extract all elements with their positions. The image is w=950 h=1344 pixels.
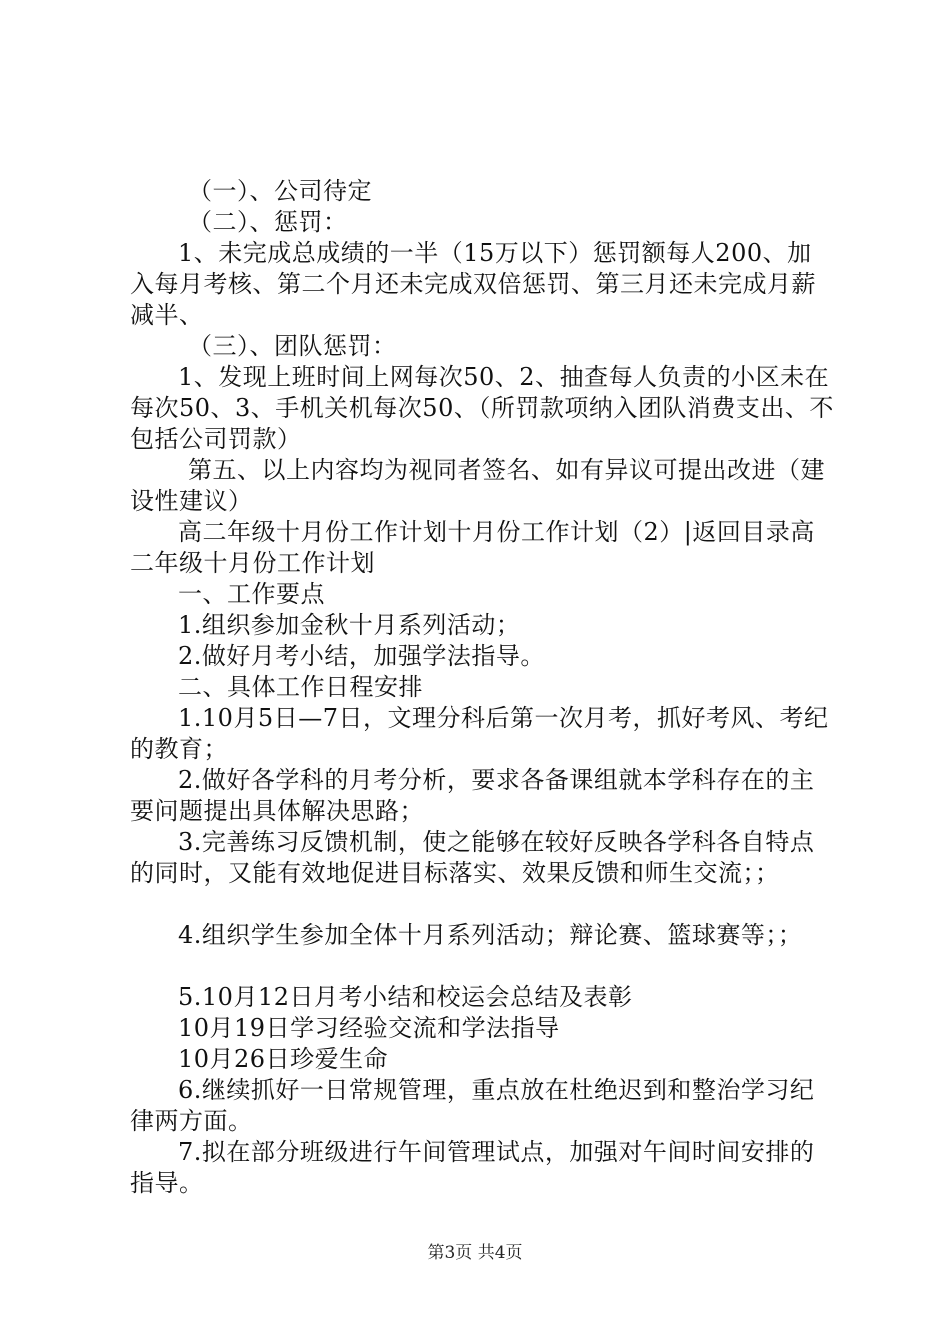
paragraph-penalty-heading: （二）、惩罚： xyxy=(188,208,348,236)
paragraph-work-point-2: 2.做好月考小结，加强学法指导。 xyxy=(178,642,545,670)
paragraph-schedule-heading: 二、具体工作日程安排 xyxy=(178,673,423,701)
paragraph-work-point-1: 1.组织参加金秋十月系列活动； xyxy=(178,611,521,639)
paragraph-company-pending: （一）、公司待定 xyxy=(188,177,372,205)
paragraph-team-penalty-detail: 1、发现上班时间上网每次50、2、抽查每人负责的小区未在每次50、3、手机关机每次50、（所罚款项纳入团队消费支出、不包括公司罚款） xyxy=(130,363,834,453)
paragraph-spacer xyxy=(130,951,835,982)
paragraph-schedule-6: 6.继续抓好一日常规管理，重点放在杜绝迟到和整治学习纪律两方面。 xyxy=(130,1076,815,1135)
paragraph-work-points-heading: 一、工作要点 xyxy=(178,580,325,608)
paragraph-schedule-4: 4.组织学生参加全体十月系列活动；辩论赛、篮球赛等；； xyxy=(178,921,803,949)
paragraph-schedule-3: 3.完善练习反馈机制，使之能够在较好反映各学科各自特点的同时，又能有效地促进目标落实、效果反馈和师生交流；； xyxy=(130,828,815,887)
paragraph-plan-title: 高二年级十月份工作计划十月份工作计划（2）|返回目录高二年级十月份工作计划 xyxy=(130,518,815,577)
paragraph-schedule-oct19: 10月19日学习经验交流和学法指导 xyxy=(178,1014,560,1042)
paragraph-penalty-detail: 1、未完成总成绩的一半（15万以下）惩罚额每人200、加入每月考核、第二个月还未完成双倍惩罚、第三月还未完成月薪减半、 xyxy=(130,239,816,329)
paragraph-schedule-1: 1.10月5日—7日，文理分科后第一次月考，抓好考风、考纪的教育； xyxy=(130,704,829,763)
document-body xyxy=(130,176,835,1199)
paragraph-schedule-2: 2.做好各学科的月考分析，要求各备课组就本学科存在的主要问题提出具体解决思路； xyxy=(130,766,815,825)
paragraph-fifth-item: 第五、以上内容均为视同者签名、如有异议可提出改进（建设性建议） xyxy=(130,456,825,515)
paragraph-spacer xyxy=(130,889,835,920)
paragraph-schedule-5: 5.10月12日月考小结和校运会总结及表彰 xyxy=(178,983,633,1011)
page-number-footer: 第3页 共4页 xyxy=(427,1243,523,1263)
paragraph-team-penalty-heading: （三）、团队惩罚： xyxy=(188,332,397,360)
paragraph-schedule-7: 7.拟在部分班级进行午间管理试点，加强对午间时间安排的指导。 xyxy=(130,1138,815,1197)
paragraph-schedule-oct26: 10月26日珍爱生命 xyxy=(178,1045,389,1073)
